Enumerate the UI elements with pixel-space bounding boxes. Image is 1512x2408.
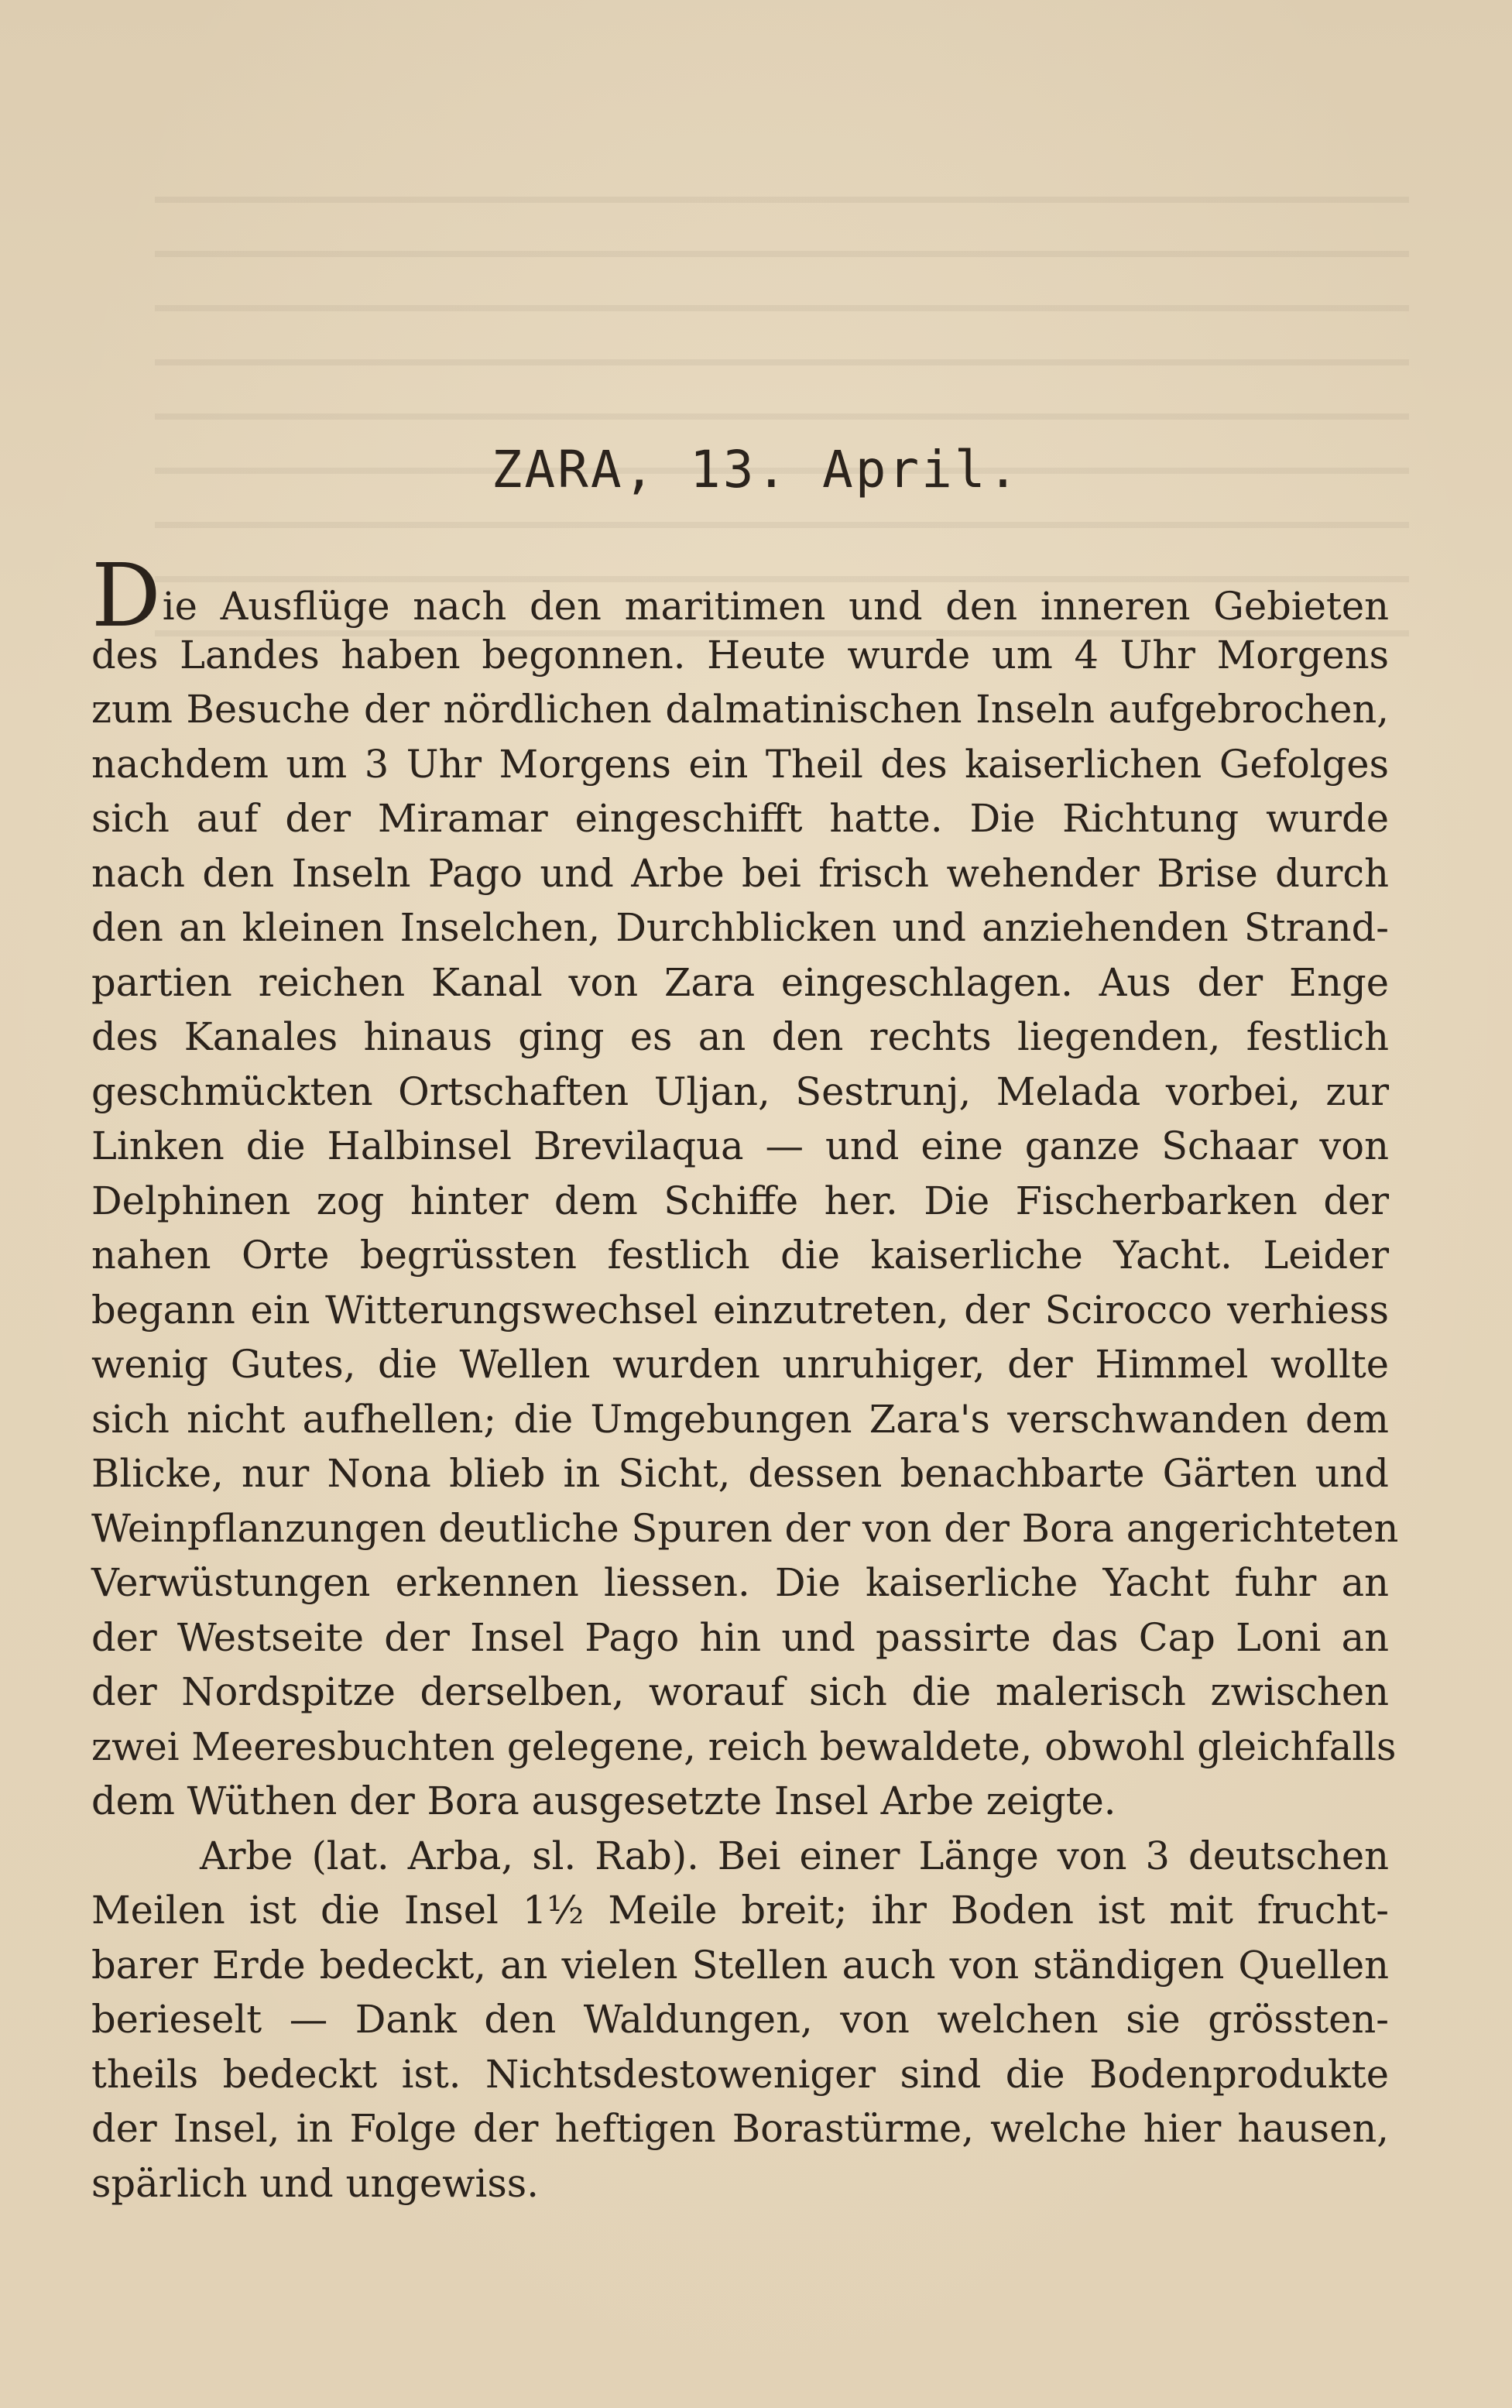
body-text (91, 546, 1399, 2211)
text-line: berieselt — Dank den Waldungen, von welchen sie grössten- (91, 1997, 1389, 2042)
drop-cap: D (91, 546, 161, 647)
text-line: nach den Inseln Pago und Arbe bei frisch wehender Brise durch (91, 850, 1389, 896)
text-line: den an kleinen Inselchen, Durchblicken und anziehenden Strand- (91, 905, 1389, 950)
text-line: Delphinen zog hinter dem Schiffe her. Die Fischerbarken der (91, 1178, 1389, 1223)
text-line: Linken die Halbinsel Brevilaqua — und eine ganze Schaar von (91, 1123, 1389, 1168)
text-line: spärlich und ungewiss. (91, 2160, 539, 2206)
text-line: Weinpflanzungen deutliche Spuren der von der Bora angerichteten (91, 1505, 1399, 1551)
text-line: Arbe (lat. Arba, sl. Rab). Bei einer Länge von 3 deutschen (200, 1833, 1389, 1878)
text-line: wenig Gutes, die Wellen wurden unruhiger, der Himmel wollte (91, 1342, 1389, 1387)
text-line: Die Ausflüge nach den maritimen und den inneren Gebieten (91, 546, 1389, 647)
text-line: dem Wüthen der Bora ausgesetzte Insel Arbe zeigte. (91, 1779, 1116, 1823)
text-line: theils bedeckt ist. Nichtsdestoweniger sind die Bodenprodukte (91, 2051, 1389, 2097)
text-line: partien reichen Kanal von Zara eingeschlagen. Aus der Enge (91, 959, 1389, 1005)
text-line: zum Besuche der nördlichen dalmatinischen Inseln aufgebrochen, (91, 687, 1389, 732)
text-line: geschmückten Ortschaften Uljan, Sestrunj, Melada vorbei, zur (91, 1069, 1389, 1114)
text-line: des Kanales hinaus ging es an den rechts liegenden, festlich (91, 1014, 1389, 1059)
text-line: begann ein Witterungswechsel einzutreten, der Scirocco verhiess (91, 1287, 1389, 1333)
text-line: der Insel, in Folge der heftigen Borastürme, welche hier hausen, (91, 2106, 1389, 2151)
text-line: Blicke, nur Nona blieb in Sicht, dessen benachbarte Gärten und (91, 1451, 1389, 1496)
text-line: des Landes haben begonnen. Heute wurde um 4 Uhr Morgens (91, 632, 1389, 677)
text-line: Verwüstungen erkennen liessen. Die kaiserliche Yacht fuhr an (91, 1560, 1389, 1605)
chapter-heading: ZARA, 13. April. (491, 440, 1021, 499)
text-line: der Westseite der Insel Pago hin und passirte das Cap Loni an (91, 1614, 1389, 1660)
text-line: nachdem um 3 Uhr Morgens ein Theil des kaiserlichen Gefolges (91, 741, 1389, 787)
text-line: der Nordspitze derselben, worauf sich die malerisch zwischen (91, 1669, 1389, 1714)
text-line: sich auf der Miramar eingeschifft hatte. Die Richtung wurde (91, 796, 1389, 841)
paragraph-1 (91, 546, 1399, 1829)
text-line: Meilen ist die Insel 1½ Meile breit; ihr Boden ist mit frucht- (91, 1888, 1389, 1933)
text-line: nahen Orte begrüssten festlich die kaiserliche Yacht. Leider (91, 1233, 1389, 1278)
text-line: barer Erde bedeckt, an vielen Stellen auch von ständigen Quellen (91, 1942, 1389, 1988)
text-line: sich nicht aufhellen; die Umgebungen Zara's verschwanden dem (91, 1396, 1389, 1442)
text-line: zwei Meeresbuchten gelegene, reich bewaldete, obwohl gleichfalls (91, 1724, 1397, 1769)
paragraph-2 (91, 1829, 1389, 2211)
